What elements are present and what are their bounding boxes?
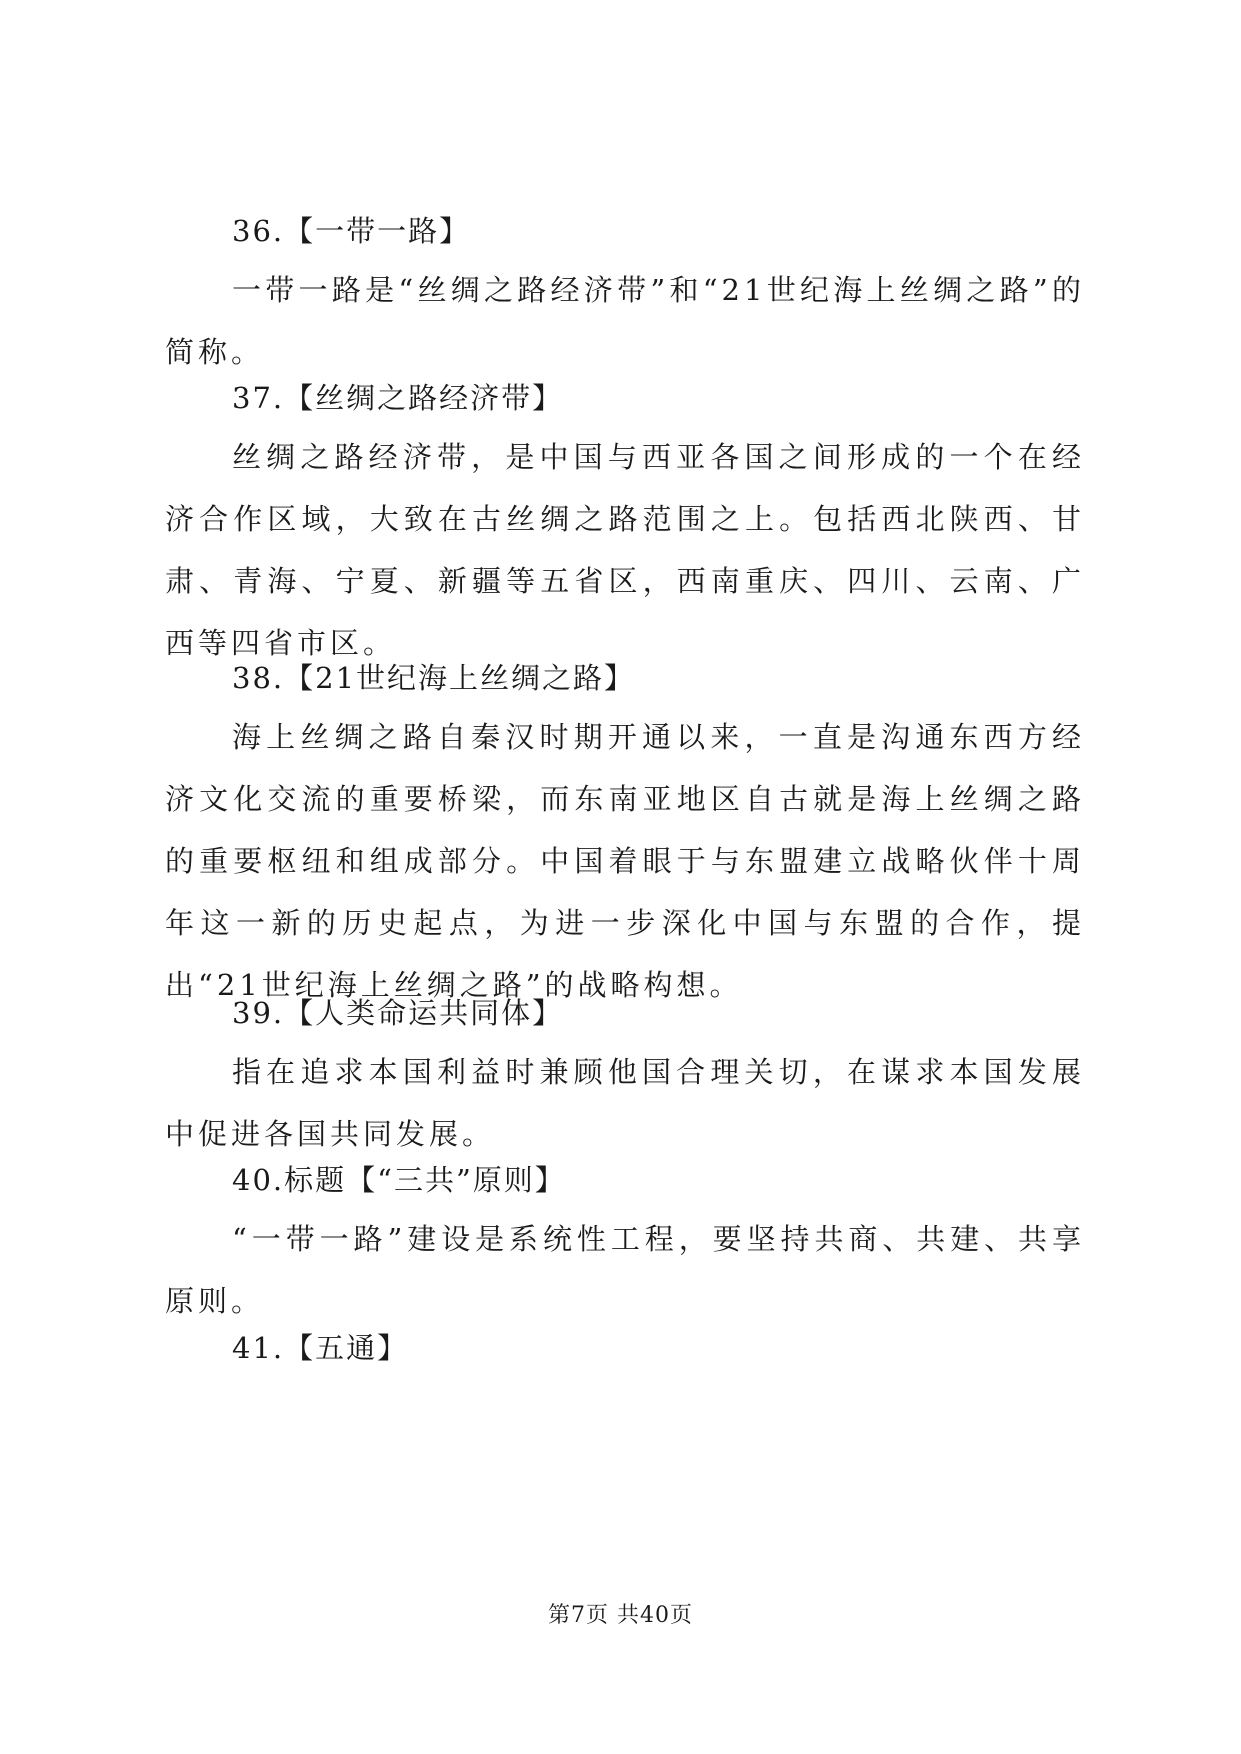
section-body-39: 指在追求本国利益时兼顾他国合理关切，在谋求本国发展中促进各国共同发展。 xyxy=(165,1055,1085,1151)
section-heading-40: 40.标题【“三共”原则】 xyxy=(232,1163,566,1197)
section-heading-37: 37.【丝绸之路经济带】 xyxy=(232,381,564,415)
section-heading-38: 38.【21世纪海上丝绸之路】 xyxy=(232,661,636,695)
section-body-38: 海上丝绸之路自秦汉时期开通以来，一直是沟通东西方经济文化交流的重要桥梁，而东南亚地区自古就是海上丝绸之路的重要枢纽和组成部分。中国着眼于与东盟建立战略伙伴十周年这一新的历史起点，为进一步深化中国与东盟的合作，提出“21世纪海上丝绸之路”的战略构想。 xyxy=(165,720,1085,1002)
section-heading-41: 41.【五通】 xyxy=(232,1331,409,1365)
section-heading-36: 36.【一带一路】 xyxy=(232,214,471,248)
section-body-36: 一带一路是“丝绸之路经济带”和“21世纪海上丝绸之路”的简称。 xyxy=(165,273,1085,369)
section-heading-39: 39.【人类命运共同体】 xyxy=(232,996,564,1030)
section-body-37: 丝绸之路经济带，是中国与西亚各国之间形成的一个在经济合作区域，大致在古丝绸之路范围之上。包括西北陕西、甘肃、青海、宁夏、新疆等五省区，西南重庆、四川、云南、广西等四省市区。 xyxy=(165,440,1085,660)
section-body-40: “一带一路”建设是系统性工程，要坚持共商、共建、共享原则。 xyxy=(165,1222,1085,1318)
page-footer: 第7页 共40页 xyxy=(548,1603,693,1628)
